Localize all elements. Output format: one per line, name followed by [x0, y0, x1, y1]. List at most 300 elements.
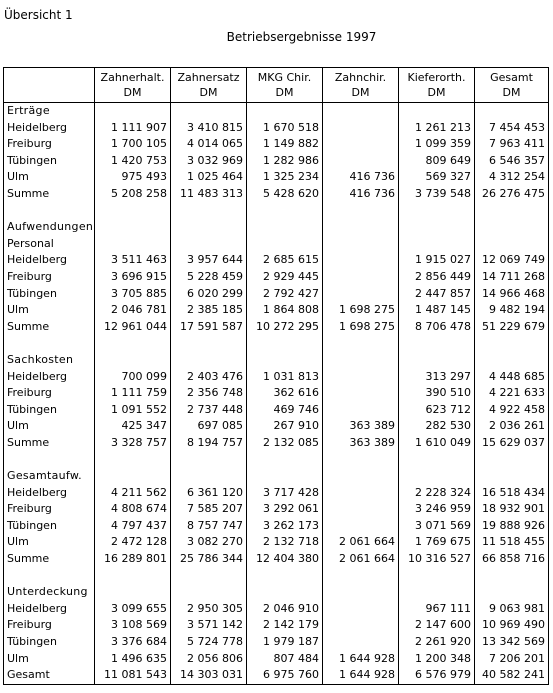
value-cell: 14 966 468	[475, 286, 549, 303]
value-cell: 4 014 065	[171, 136, 247, 153]
value-cell: 1 091 552	[95, 402, 171, 419]
value-cell	[323, 203, 399, 220]
value-cell	[323, 485, 399, 502]
value-cell: 313 297	[399, 369, 475, 386]
value-cell: 1 769 675	[399, 534, 475, 551]
value-cell	[475, 103, 549, 120]
value-cell: 2 792 427	[247, 286, 323, 303]
value-cell: 1 698 275	[323, 302, 399, 319]
value-cell	[475, 236, 549, 253]
value-cell	[399, 352, 475, 369]
value-cell: 2 046 781	[95, 302, 171, 319]
value-cell	[95, 451, 171, 468]
value-cell: 3 511 463	[95, 252, 171, 269]
value-cell	[323, 286, 399, 303]
header-cell-gesamt	[475, 68, 549, 103]
value-cell: 7 206 201	[475, 651, 549, 668]
value-cell: 4 797 437	[95, 518, 171, 535]
value-cell: 11 081 543	[95, 667, 171, 684]
value-cell	[95, 335, 171, 352]
table-row	[4, 286, 549, 303]
value-cell	[95, 468, 171, 485]
value-cell: 1 325 234	[247, 169, 323, 186]
value-cell: 2 356 748	[171, 385, 247, 402]
value-cell	[399, 236, 475, 253]
value-cell: 1 111 759	[95, 385, 171, 402]
value-cell: 3 717 428	[247, 485, 323, 502]
value-cell	[171, 451, 247, 468]
value-cell: 16 289 801	[95, 551, 171, 568]
value-cell	[399, 568, 475, 585]
header-cell-zahnchir	[323, 68, 399, 103]
value-cell	[323, 568, 399, 585]
value-cell: 390 510	[399, 385, 475, 402]
row-label-cell: Tübingen	[4, 402, 95, 419]
table-row	[4, 252, 549, 269]
row-label-cell: Freiburg	[4, 617, 95, 634]
value-cell: 6 020 299	[171, 286, 247, 303]
sum-row	[4, 186, 549, 203]
row-label-cell: Summe	[4, 435, 95, 452]
table-row	[4, 534, 549, 551]
value-cell: 2 950 305	[171, 601, 247, 618]
table-row	[4, 385, 549, 402]
value-cell: 4 211 562	[95, 485, 171, 502]
column-name: Kieferorth.	[407, 71, 466, 84]
value-cell: 3 696 915	[95, 269, 171, 286]
row-label-cell	[4, 451, 95, 468]
row-label-cell: Unterdeckung	[4, 584, 95, 601]
value-cell: 2 385 185	[171, 302, 247, 319]
column-unit: DM	[123, 86, 142, 99]
table-row	[4, 302, 549, 319]
value-cell: 2 061 664	[323, 534, 399, 551]
spacer-row	[4, 335, 549, 352]
value-cell: 2 147 600	[399, 617, 475, 634]
value-cell	[95, 103, 171, 120]
table-row	[4, 501, 549, 518]
table-row	[4, 136, 549, 153]
row-label-cell: Ulm	[4, 169, 95, 186]
value-cell: 1 420 753	[95, 153, 171, 170]
value-cell: 6 576 979	[399, 667, 475, 684]
value-cell: 5 724 778	[171, 634, 247, 651]
value-cell: 3 957 644	[171, 252, 247, 269]
table-row	[4, 402, 549, 419]
value-cell: 967 111	[399, 601, 475, 618]
value-cell: 3 376 684	[95, 634, 171, 651]
value-cell	[95, 236, 171, 253]
value-cell: 1 700 105	[95, 136, 171, 153]
row-label-cell: Sachkosten	[4, 352, 95, 369]
table-row	[4, 418, 549, 435]
value-cell: 8 194 757	[171, 435, 247, 452]
column-name: Zahnerhalt.	[100, 71, 165, 84]
value-cell	[171, 568, 247, 585]
value-cell: 11 483 313	[171, 186, 247, 203]
value-cell: 3 082 270	[171, 534, 247, 551]
value-cell	[247, 352, 323, 369]
value-cell: 13 342 569	[475, 634, 549, 651]
value-cell: 2 046 910	[247, 601, 323, 618]
sum-row	[4, 319, 549, 336]
column-unit: DM	[502, 86, 521, 99]
value-cell: 2 929 445	[247, 269, 323, 286]
value-cell	[171, 203, 247, 220]
value-cell: 12 404 380	[247, 551, 323, 568]
value-cell: 416 736	[323, 169, 399, 186]
value-cell: 3 410 815	[171, 120, 247, 137]
row-label-cell: Tübingen	[4, 518, 95, 535]
value-cell: 3 108 569	[95, 617, 171, 634]
value-cell: 623 712	[399, 402, 475, 419]
section-heading-row	[4, 468, 549, 485]
value-cell	[171, 219, 247, 236]
value-cell: 10 969 490	[475, 617, 549, 634]
value-cell	[399, 451, 475, 468]
sum-row	[4, 435, 549, 452]
value-cell	[475, 468, 549, 485]
value-cell	[323, 518, 399, 535]
row-label-cell: Erträge	[4, 103, 95, 120]
value-cell: 1 670 518	[247, 120, 323, 137]
value-cell	[323, 120, 399, 137]
value-cell: 40 582 241	[475, 667, 549, 684]
value-cell: 2 061 664	[323, 551, 399, 568]
section-heading-row	[4, 584, 549, 601]
value-cell: 3 328 757	[95, 435, 171, 452]
row-label-cell: Summe	[4, 551, 95, 568]
value-cell: 1 099 359	[399, 136, 475, 153]
value-cell	[171, 335, 247, 352]
value-cell: 2 685 615	[247, 252, 323, 269]
row-label-cell: Heidelberg	[4, 485, 95, 502]
value-cell: 3 032 969	[171, 153, 247, 170]
value-cell: 2 036 261	[475, 418, 549, 435]
value-cell: 2 142 179	[247, 617, 323, 634]
header-row	[4, 68, 549, 103]
value-cell	[475, 352, 549, 369]
value-cell	[323, 617, 399, 634]
value-cell	[399, 468, 475, 485]
sum-row	[4, 667, 549, 684]
row-label-cell: Summe	[4, 319, 95, 336]
value-cell	[171, 352, 247, 369]
table-header	[4, 68, 549, 103]
spacer-row	[4, 568, 549, 585]
value-cell: 2 403 476	[171, 369, 247, 386]
table-row	[4, 153, 549, 170]
table-row	[4, 169, 549, 186]
row-label-cell	[4, 203, 95, 220]
value-cell: 7 963 411	[475, 136, 549, 153]
value-cell	[247, 219, 323, 236]
value-cell: 4 312 254	[475, 169, 549, 186]
value-cell	[475, 203, 549, 220]
value-cell: 1 644 928	[323, 667, 399, 684]
value-cell: 1 644 928	[323, 651, 399, 668]
value-cell	[323, 236, 399, 253]
value-cell: 6 975 760	[247, 667, 323, 684]
value-cell: 1 111 907	[95, 120, 171, 137]
value-cell: 2 856 449	[399, 269, 475, 286]
header-cell-zahnersatz	[171, 68, 247, 103]
value-cell	[95, 568, 171, 585]
value-cell: 4 922 458	[475, 402, 549, 419]
value-cell	[323, 451, 399, 468]
results-table	[3, 67, 549, 685]
value-cell	[323, 352, 399, 369]
value-cell	[475, 584, 549, 601]
value-cell: 16 518 434	[475, 485, 549, 502]
value-cell: 1 915 027	[399, 252, 475, 269]
column-name: Zahnersatz	[177, 71, 240, 84]
row-label-cell: Ulm	[4, 651, 95, 668]
value-cell: 2 228 324	[399, 485, 475, 502]
value-cell: 3 739 548	[399, 186, 475, 203]
column-name: Gesamt	[490, 71, 533, 84]
value-cell: 362 616	[247, 385, 323, 402]
sum-row	[4, 551, 549, 568]
row-label-cell: Heidelberg	[4, 369, 95, 386]
value-cell: 5 228 459	[171, 269, 247, 286]
row-label-cell: Freiburg	[4, 269, 95, 286]
value-cell	[247, 335, 323, 352]
header-cell-row-label	[4, 68, 95, 103]
value-cell: 7 585 207	[171, 501, 247, 518]
value-cell	[475, 335, 549, 352]
value-cell: 363 389	[323, 418, 399, 435]
value-cell: 10 272 295	[247, 319, 323, 336]
row-label-cell: Aufwendungen	[4, 219, 95, 236]
value-cell: 416 736	[323, 186, 399, 203]
value-cell	[247, 236, 323, 253]
value-cell: 1 282 986	[247, 153, 323, 170]
value-cell: 3 571 142	[171, 617, 247, 634]
value-cell: 1 031 813	[247, 369, 323, 386]
row-label-cell: Gesamt	[4, 667, 95, 684]
row-label-cell: Summe	[4, 186, 95, 203]
table-row	[4, 120, 549, 137]
row-label-cell: Ulm	[4, 418, 95, 435]
table-row	[4, 634, 549, 651]
section-heading-row	[4, 219, 549, 236]
value-cell	[247, 568, 323, 585]
value-cell	[323, 335, 399, 352]
value-cell: 10 316 527	[399, 551, 475, 568]
value-cell: 3 705 885	[95, 286, 171, 303]
value-cell: 2 447 857	[399, 286, 475, 303]
table-row	[4, 485, 549, 502]
value-cell: 2 737 448	[171, 402, 247, 419]
value-cell: 8 706 478	[399, 319, 475, 336]
value-cell: 14 711 268	[475, 269, 549, 286]
column-unit: DM	[275, 86, 294, 99]
value-cell: 6 546 357	[475, 153, 549, 170]
column-name: Zahnchir.	[334, 71, 387, 84]
value-cell: 569 327	[399, 169, 475, 186]
section-heading-row	[4, 352, 549, 369]
column-unit: DM	[351, 86, 370, 99]
value-cell	[323, 468, 399, 485]
value-cell	[171, 103, 247, 120]
value-cell: 2 132 718	[247, 534, 323, 551]
value-cell: 1 610 049	[399, 435, 475, 452]
spacer-row	[4, 203, 549, 220]
value-cell: 1 864 808	[247, 302, 323, 319]
value-cell: 3 071 569	[399, 518, 475, 535]
value-cell	[323, 103, 399, 120]
value-cell	[95, 219, 171, 236]
value-cell: 2 472 128	[95, 534, 171, 551]
value-cell	[247, 203, 323, 220]
value-cell: 975 493	[95, 169, 171, 186]
table-row	[4, 518, 549, 535]
value-cell	[323, 402, 399, 419]
value-cell: 425 347	[95, 418, 171, 435]
value-cell	[247, 584, 323, 601]
value-cell: 2 132 085	[247, 435, 323, 452]
value-cell: 18 932 901	[475, 501, 549, 518]
value-cell	[323, 252, 399, 269]
value-cell: 5 208 258	[95, 186, 171, 203]
value-cell: 9 063 981	[475, 601, 549, 618]
value-cell: 4 221 633	[475, 385, 549, 402]
value-cell: 1 200 348	[399, 651, 475, 668]
value-cell: 469 746	[247, 402, 323, 419]
value-cell: 17 591 587	[171, 319, 247, 336]
value-cell: 5 428 620	[247, 186, 323, 203]
value-cell: 4 808 674	[95, 501, 171, 518]
value-cell: 1 261 213	[399, 120, 475, 137]
document-title: Betriebsergebnisse 1997	[226, 30, 377, 44]
value-cell	[399, 335, 475, 352]
column-name: MKG Chir.	[257, 71, 312, 84]
value-cell: 8 757 747	[171, 518, 247, 535]
value-cell: 12 961 044	[95, 319, 171, 336]
value-cell: 1 698 275	[323, 319, 399, 336]
value-cell	[323, 153, 399, 170]
row-label-cell: Gesamtaufw.	[4, 468, 95, 485]
table-body	[4, 103, 549, 685]
value-cell: 19 888 926	[475, 518, 549, 535]
row-label-cell: Ulm	[4, 302, 95, 319]
value-cell	[247, 103, 323, 120]
row-label-cell: Tübingen	[4, 634, 95, 651]
value-cell	[323, 385, 399, 402]
value-cell	[95, 203, 171, 220]
section-heading-row	[4, 103, 549, 120]
value-cell: 9 482 194	[475, 302, 549, 319]
row-label-cell: Heidelberg	[4, 601, 95, 618]
value-cell: 2 261 920	[399, 634, 475, 651]
value-cell: 3 292 061	[247, 501, 323, 518]
value-cell	[399, 103, 475, 120]
value-cell	[323, 584, 399, 601]
column-unit: DM	[199, 86, 218, 99]
table-row	[4, 369, 549, 386]
row-label-cell: Tübingen	[4, 286, 95, 303]
header-cell-zahnerhalt	[95, 68, 171, 103]
value-cell: 14 303 031	[171, 667, 247, 684]
value-cell: 66 858 716	[475, 551, 549, 568]
table-row	[4, 651, 549, 668]
row-label-cell: Tübingen	[4, 153, 95, 170]
value-cell: 25 786 344	[171, 551, 247, 568]
row-label-cell	[4, 335, 95, 352]
row-label-cell: Personal	[4, 236, 95, 253]
value-cell: 3 246 959	[399, 501, 475, 518]
value-cell: 1 496 635	[95, 651, 171, 668]
document-label: Übersicht 1	[4, 8, 73, 22]
value-cell	[323, 369, 399, 386]
value-cell: 267 910	[247, 418, 323, 435]
value-cell: 807 484	[247, 651, 323, 668]
value-cell: 363 389	[323, 435, 399, 452]
row-label-cell: Freiburg	[4, 136, 95, 153]
value-cell: 11 518 455	[475, 534, 549, 551]
value-cell: 809 649	[399, 153, 475, 170]
value-cell	[399, 584, 475, 601]
header-cell-kieferorth	[399, 68, 475, 103]
value-cell: 51 229 679	[475, 319, 549, 336]
value-cell	[323, 501, 399, 518]
row-label-cell: Heidelberg	[4, 120, 95, 137]
value-cell: 1 487 145	[399, 302, 475, 319]
value-cell	[95, 352, 171, 369]
value-cell: 3 262 173	[247, 518, 323, 535]
value-cell	[399, 219, 475, 236]
value-cell: 3 099 655	[95, 601, 171, 618]
value-cell	[171, 468, 247, 485]
table-row	[4, 269, 549, 286]
value-cell: 697 085	[171, 418, 247, 435]
value-cell	[323, 601, 399, 618]
table-row	[4, 617, 549, 634]
value-cell: 6 361 120	[171, 485, 247, 502]
value-cell	[399, 203, 475, 220]
value-cell: 282 530	[399, 418, 475, 435]
value-cell: 7 454 453	[475, 120, 549, 137]
value-cell: 700 099	[95, 369, 171, 386]
value-cell	[247, 451, 323, 468]
value-cell: 1 025 464	[171, 169, 247, 186]
row-label-cell: Heidelberg	[4, 252, 95, 269]
header-cell-mkg-chir	[247, 68, 323, 103]
spacer-row	[4, 451, 549, 468]
value-cell	[323, 136, 399, 153]
value-cell: 15 629 037	[475, 435, 549, 452]
column-unit: DM	[427, 86, 446, 99]
value-cell	[323, 219, 399, 236]
value-cell: 4 448 685	[475, 369, 549, 386]
row-label-cell: Ulm	[4, 534, 95, 551]
value-cell: 12 069 749	[475, 252, 549, 269]
value-cell	[475, 219, 549, 236]
value-cell	[95, 584, 171, 601]
value-cell: 1 979 187	[247, 634, 323, 651]
table-row	[4, 601, 549, 618]
table-row	[4, 236, 549, 253]
value-cell	[171, 236, 247, 253]
value-cell: 2 056 806	[171, 651, 247, 668]
value-cell	[171, 584, 247, 601]
row-label-cell: Freiburg	[4, 501, 95, 518]
value-cell	[247, 468, 323, 485]
value-cell: 1 149 882	[247, 136, 323, 153]
value-cell	[323, 269, 399, 286]
row-label-cell: Freiburg	[4, 385, 95, 402]
